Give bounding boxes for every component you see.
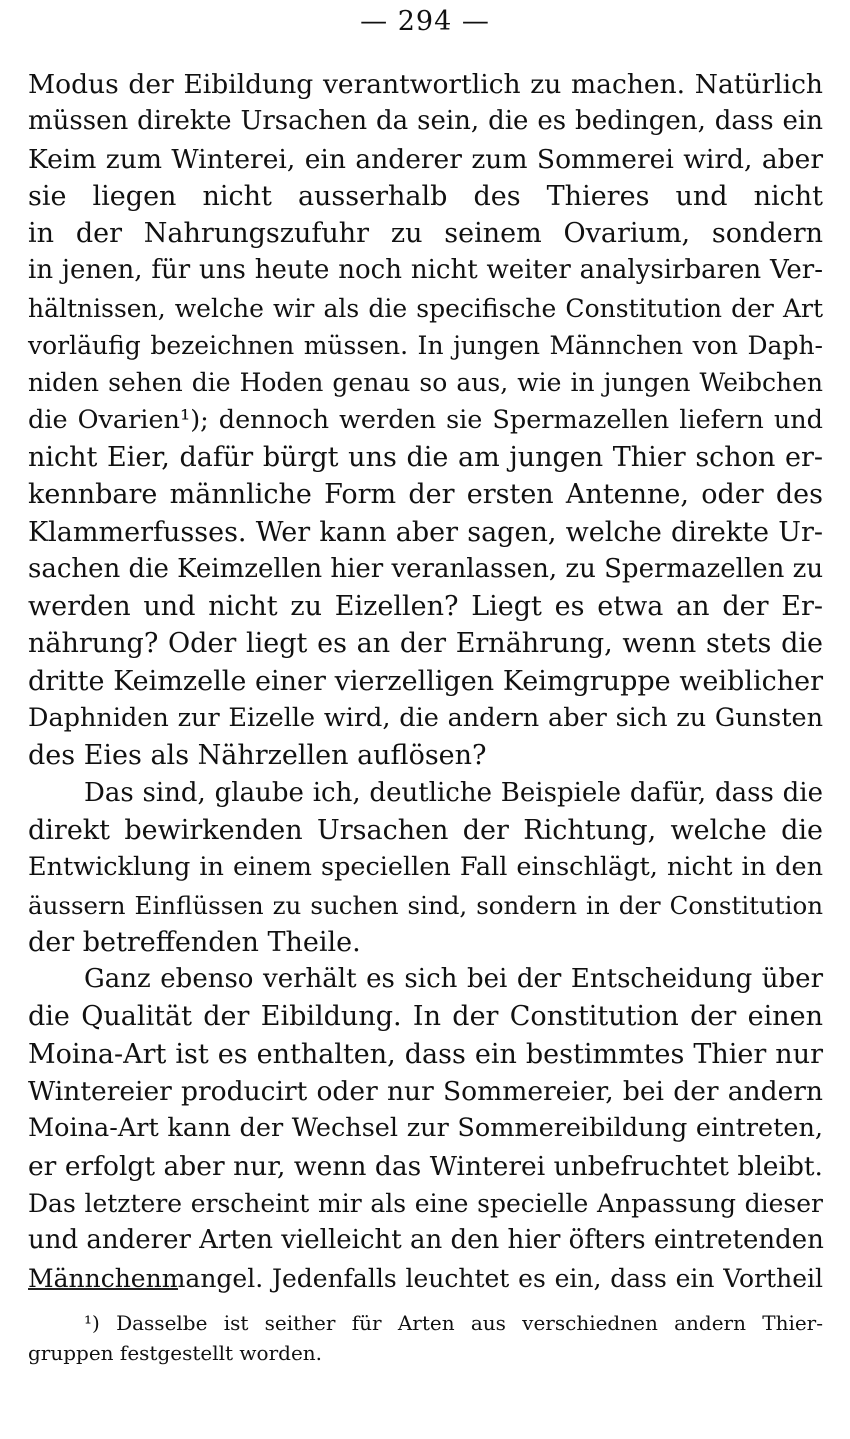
text-line: kennbare männliche Form der ersten Antenne, oder des — [28, 479, 823, 511]
text-line: nährung? Oder liegt es an der Ernährung, wenn stets die — [28, 628, 823, 660]
text-line: Das letztere erscheint mir als eine specielle Anpassung dieser — [28, 1188, 823, 1218]
footnote — [28, 1308, 823, 1368]
footnote-line: gruppen festgestellt worden. — [28, 1341, 323, 1365]
footnote-line: ¹) Dasselbe ist seither für Arten aus verschiednen andern Thier- — [84, 1311, 823, 1335]
text-line: dritte Keimzelle einer vierzelligen Keimgruppe weiblicher — [28, 665, 823, 697]
text-line: sie liegen nicht ausserhalb des Thieres und nicht — [28, 180, 823, 212]
text-line: die Ovarien¹); dennoch werden sie Spermazellen liefern und — [28, 404, 823, 435]
text-line: werden und nicht zu Eizellen? Liegt es etwa an der Er- — [28, 591, 823, 623]
text-line: Moina-Art kann der Wechsel zur Sommereibildung eintreten, — [28, 1113, 823, 1144]
text-line: Männchenmangel. Jedenfalls leuchtet es ein, dass ein Vortheil — [28, 1263, 823, 1293]
text-line: äussern Einflüssen zu suchen sind, sondern in der Constitution — [28, 890, 823, 920]
text-line: Moina-Art ist es enthalten, dass ein bestimmtes Thier nur — [28, 1038, 823, 1070]
text-line: vorläufig bezeichnen müssen. In jungen Männchen von Daph- — [28, 331, 823, 361]
text-line: hältnissen, welche wir als die specifische Constitution der Art — [28, 293, 823, 323]
paragraph-start-line: Das sind, glaube ich, deutliche Beispiele dafür, dass die — [84, 777, 823, 808]
text-line: Wintereier producirt oder nur Sommereier, bei der andern — [28, 1076, 823, 1108]
footnote-divider — [28, 1288, 178, 1290]
text-line: niden sehen die Hoden genau so aus, wie in jungen Weibchen — [28, 368, 823, 398]
text-line: direkt bewirkenden Ursachen der Richtung, welche die — [28, 814, 823, 846]
text-line: Klammerfusses. Wer kann aber sagen, welche direkte Ur- — [28, 516, 823, 548]
text-line: in der Nahrungszufuhr zu seinem Ovarium, sondern — [28, 218, 823, 250]
paragraph-end-line: der betreffenden Theile. — [28, 926, 361, 958]
text-line: Modus der Eibildung verantwortlich zu machen. Natürlich — [28, 69, 823, 100]
paragraph-start-line: Ganz ebenso verhält es sich bei der Entscheidung über — [84, 964, 823, 995]
main-text — [28, 66, 823, 1297]
paragraph-end-line: des Eies als Nährzellen auflösen? — [28, 740, 487, 772]
page-number: — 294 — — [360, 6, 490, 37]
text-line: nicht Eier, dafür bürgt uns die am jungen Thier schon er- — [28, 441, 823, 473]
text-line: er erfolgt aber nur, wenn das Winterei unbefruchtet bleibt. — [28, 1150, 823, 1182]
text-line: Keim zum Winterei, ein anderer zum Sommerei wird, aber — [28, 143, 823, 175]
text-line: sachen die Keimzellen hier veranlassen, zu Spermazellen zu — [28, 553, 824, 584]
text-line: die Qualität der Eibildung. In der Constitution der einen — [28, 1001, 823, 1033]
text-line: Daphniden zur Eizelle wird, die andern aber sich zu Gunsten — [28, 703, 823, 734]
text-line: Entwicklung in einem speciellen Fall einschlägt, nicht in den — [28, 852, 823, 883]
text-line: und anderer Arten vielleicht an den hier öfters eintretenden — [28, 1225, 824, 1256]
text-line: müssen direkte Ursachen da sein, die es bedingen, dass ein — [28, 106, 823, 137]
text-line: in jenen, für uns heute noch nicht weiter analysirbaren Ver- — [28, 255, 823, 286]
